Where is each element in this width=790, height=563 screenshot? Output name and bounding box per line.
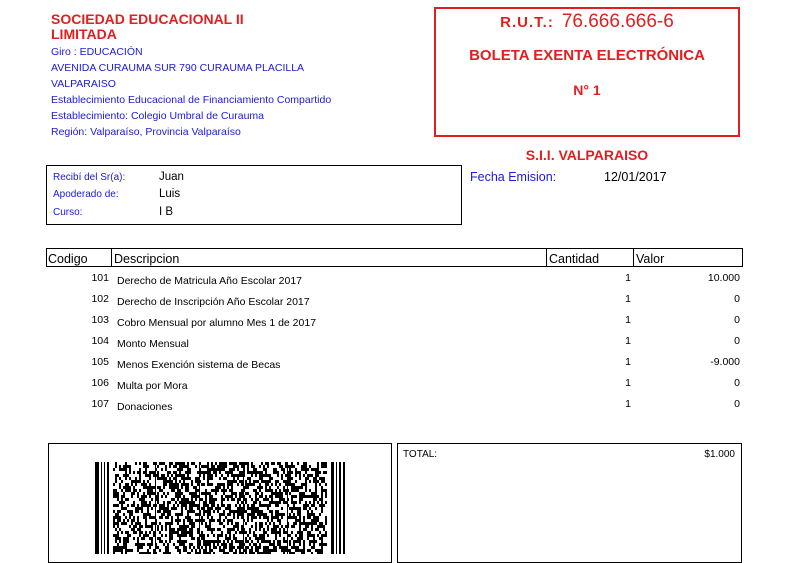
table-row <box>46 356 743 377</box>
row-description: Derecho de Matricula Año Escolar 2017 <box>117 275 303 287</box>
row-code: 102 <box>91 293 109 305</box>
rut-label: R.U.T.: <box>500 14 554 31</box>
issue-date-label: Fecha Emision: <box>470 170 557 184</box>
table-row <box>46 398 743 419</box>
header-code: Codigo <box>48 252 88 266</box>
row-quantity: 1 <box>625 293 631 305</box>
header-divider <box>111 248 112 267</box>
document-type: BOLETA EXENTA ELECTRÓNICA <box>469 47 705 64</box>
row-value: 0 <box>734 293 740 305</box>
row-code: 106 <box>91 377 109 389</box>
row-code: 101 <box>91 272 109 284</box>
rut-line <box>434 11 740 33</box>
row-value: 0 <box>734 377 740 389</box>
sii-office: S.I.I. VALPARAISO <box>525 147 649 163</box>
row-code: 103 <box>91 314 109 326</box>
company-address: AVENIDA CURAUMA SUR 790 CURAUMA PLACILLA <box>51 62 305 74</box>
row-description: Multa por Mora <box>117 380 188 392</box>
row-value: 0 <box>734 314 740 326</box>
guardian-label: Apoderado de: <box>53 189 119 200</box>
company-city: VALPARAISO <box>51 78 116 90</box>
guardian-value: Luis <box>159 188 181 200</box>
company-establishment: Establecimiento: Colegio Umbral de Curauma <box>51 110 265 122</box>
header-divider <box>633 248 634 267</box>
company-giro: Giro : EDUCACIÓN <box>51 46 143 58</box>
row-quantity: 1 <box>625 398 631 410</box>
table-row <box>46 314 743 335</box>
totals-box <box>397 443 742 563</box>
row-description: Derecho de Inscripción Año Escolar 2017 <box>117 296 310 308</box>
header-description: Descripcion <box>114 252 180 266</box>
received-label: Recibí del Sr(a): <box>53 172 126 183</box>
pdf417-barcode-icon <box>95 462 345 554</box>
course-value: I B <box>159 206 174 218</box>
table-row <box>46 293 743 314</box>
company-region: Región: Valparaíso, Provincia Valparaíso <box>51 126 241 138</box>
table-row <box>46 272 743 293</box>
row-value: 10.000 <box>707 272 740 284</box>
row-code: 104 <box>91 335 109 347</box>
row-code: 105 <box>91 356 109 368</box>
rut-value: 76.666.666-6 <box>561 11 674 32</box>
row-quantity: 1 <box>625 356 631 368</box>
row-value: 0 <box>734 335 740 347</box>
row-quantity: 1 <box>625 314 631 326</box>
received-value: Juan <box>159 171 184 183</box>
company-name: SOCIEDAD EDUCACIONAL II LIMITADA <box>51 11 244 42</box>
row-code: 107 <box>91 398 109 410</box>
row-quantity: 1 <box>625 335 631 347</box>
row-quantity: 1 <box>625 377 631 389</box>
header-value: Valor <box>636 252 665 266</box>
table-row <box>46 335 743 356</box>
table-row <box>46 377 743 398</box>
row-description: Monto Mensual <box>117 338 189 350</box>
row-value: 0 <box>734 398 740 410</box>
document-number: N° 1 <box>573 82 601 98</box>
row-quantity: 1 <box>625 272 631 284</box>
total-label: TOTAL: <box>403 449 438 460</box>
issue-date-value: 12/01/2017 <box>604 170 667 184</box>
total-value: $1.000 <box>704 449 735 460</box>
header-quantity: Cantidad <box>549 252 600 266</box>
row-description: Donaciones <box>117 401 173 413</box>
header-divider <box>546 248 547 267</box>
company-establishment-type: Establecimiento Educacional de Financiamiento Compartido <box>51 94 332 106</box>
row-value: -9.000 <box>710 356 740 368</box>
course-label: Curso: <box>53 207 83 218</box>
row-description: Cobro Mensual por alumno Mes 1 de 2017 <box>117 317 317 329</box>
row-description: Menos Exención sistema de Becas <box>117 359 281 371</box>
